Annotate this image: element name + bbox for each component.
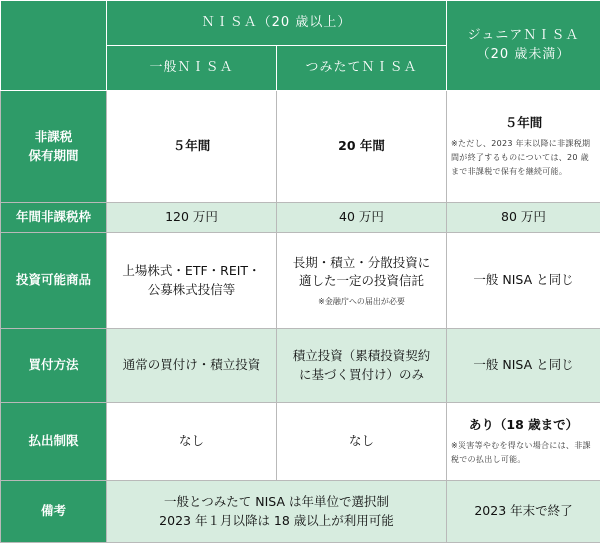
row-label-eligible-products: 投資可能商品 <box>1 233 107 329</box>
nisa-remarks-line1: 一般とつみたて NISA は年単位で選択制 <box>164 494 389 509</box>
junior-withdrawal-restriction <box>447 403 600 481</box>
row-label-withdrawal-restriction: 払出制限 <box>1 403 107 481</box>
junior-remarks: 2023 年末で終了 <box>447 481 600 543</box>
junior-withdrawal-note: ※災害等やむを得ない場合には、非課税での払出し可能。 <box>451 439 596 467</box>
general-withdrawal-restriction: なし <box>107 403 277 481</box>
junior-holding-period-value: ５年間 <box>505 115 543 130</box>
nisa-remarks-line2: 2023 年１月以降は 18 歳以上が利用可能 <box>159 513 394 528</box>
junior-nisa-header <box>447 1 600 91</box>
junior-purchase-method: 一般 NISA と同じ <box>447 329 600 403</box>
junior-holding-period <box>447 91 600 203</box>
tsumitate-holding-period: 20 年間 <box>277 91 447 203</box>
tsumitate-annual-limit: 40 万円 <box>277 203 447 233</box>
general-nisa-header: 一般ＮＩＳＡ <box>107 46 277 91</box>
tsumitate-products-note: ※金融庁への届出が必要 <box>281 296 442 308</box>
row-annual-limit <box>1 203 600 233</box>
tsumitate-nisa-header: つみたてＮＩＳＡ <box>277 46 447 91</box>
junior-eligible-products: 一般 NISA と同じ <box>447 233 600 329</box>
row-eligible-products <box>1 233 600 329</box>
tsumitate-eligible-products: 長期・積立・分散投資に 適した一定の投資信託 ※金融庁への届出が必要 <box>277 233 447 329</box>
row-purchase-method <box>1 329 600 403</box>
row-remarks <box>1 481 600 543</box>
header-row-1 <box>1 1 600 46</box>
junior-nisa-subtitle: （20 歳未満） <box>477 47 571 62</box>
general-holding-period: ５年間 <box>107 91 277 203</box>
row-holding-period <box>1 91 600 203</box>
junior-withdrawal-value: あり（18 歳まで） <box>469 417 578 432</box>
corner-cell <box>1 1 107 91</box>
row-label-remarks: 備考 <box>1 481 107 543</box>
nisa-group-header: ＮＩＳＡ（20 歳以上） <box>107 1 447 46</box>
row-withdrawal-restriction <box>1 403 600 481</box>
general-annual-limit: 120 万円 <box>107 203 277 233</box>
row-label-holding-period: 非課税 保有期間 <box>1 91 107 203</box>
row-label-purchase-method: 買付方法 <box>1 329 107 403</box>
junior-holding-period-note: ※ただし、2023 年末以降に非課税期間が終了するものについては、20 歳まで非課税で保有を継続可能。 <box>451 137 596 179</box>
junior-annual-limit: 80 万円 <box>447 203 600 233</box>
general-purchase-method: 通常の買付け・積立投資 <box>107 329 277 403</box>
row-label-annual-limit: 年間非課税枠 <box>1 203 107 233</box>
junior-nisa-title: ジュニアＮＩＳＡ <box>468 28 580 43</box>
nisa-remarks <box>107 481 447 543</box>
general-eligible-products: 上場株式・ETF・REIT・ 公募株式投信等 <box>107 233 277 329</box>
tsumitate-purchase-method: 積立投資（累積投資契約 に基づく買付け）のみ <box>277 329 447 403</box>
tsumitate-withdrawal-restriction: なし <box>277 403 447 481</box>
